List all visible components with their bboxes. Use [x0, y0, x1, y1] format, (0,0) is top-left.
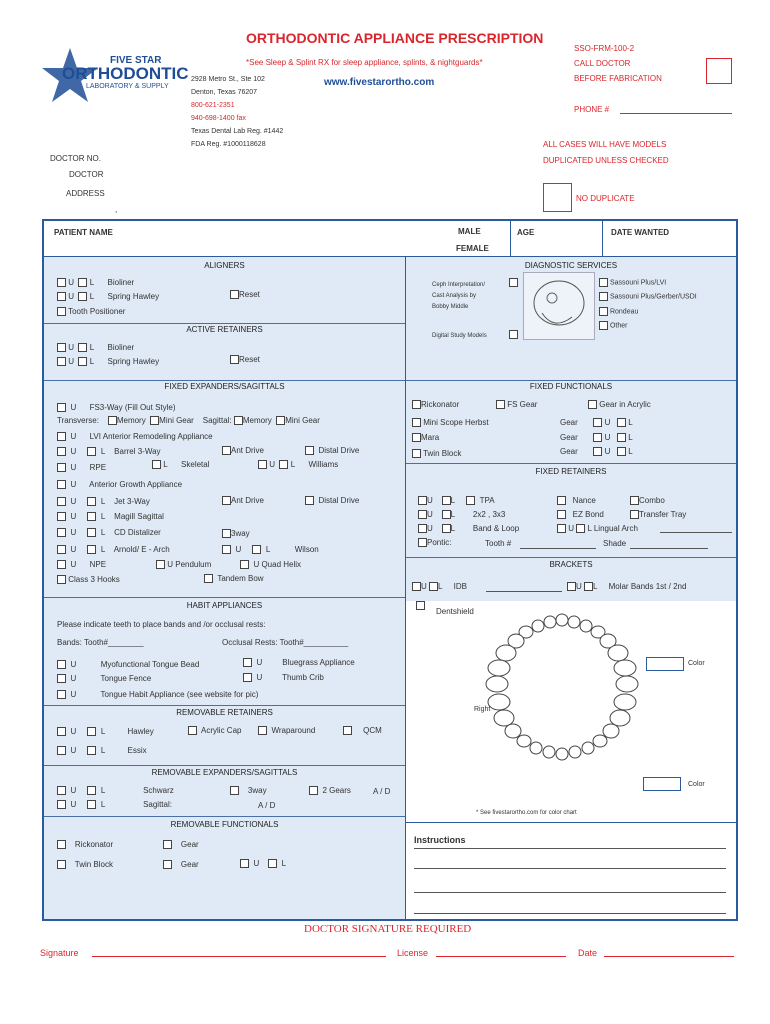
wraparound: Wraparound	[258, 726, 315, 735]
color-label-1: Color	[688, 660, 705, 667]
instructions-line-1[interactable]	[414, 848, 726, 849]
address-label: ADDRESS	[66, 189, 105, 198]
jet-row: U L Jet 3-Way	[57, 497, 150, 506]
ad-label-2: A / D	[258, 801, 276, 810]
logo-sub: LABORATORY & SUPPLY	[86, 83, 169, 90]
aligners-row-1: U L Bioliner	[57, 278, 134, 287]
tooth-num: Tooth #	[485, 539, 512, 548]
rpe-skeletal: L Skeletal	[152, 460, 210, 469]
tooth-positioner: Tooth Positioner	[57, 307, 125, 316]
schwarz-row: U L Schwarz	[57, 786, 174, 795]
instructions-line-4[interactable]	[414, 913, 726, 914]
brackets-header: BRACKETS	[549, 560, 593, 569]
essix-row: U L Essix	[57, 746, 147, 755]
transfer-tray: Transfer Tray	[630, 510, 686, 519]
lab-address: 2928 Metro St., Ste 102 Denton, Texas 76207 800-621-2351 940-698-1400 fax Texas Dental Lab Reg. #1442 FDA Reg. #1000118628	[191, 76, 284, 148]
combo: Combo	[630, 496, 665, 505]
dental-arch-icon[interactable]	[480, 610, 645, 762]
before-fab: BEFORE FABRICATION	[574, 74, 662, 83]
doctor-no-label: DOCTOR NO.	[50, 154, 101, 163]
wilson-row: U L Wilson	[222, 545, 319, 554]
diagnostic-header: DIAGNOSTIC SERVICES	[524, 261, 618, 270]
idb-row: U L IDB	[412, 582, 467, 591]
sass1-row: Sassouni Plus/LVI	[599, 278, 666, 287]
license-label: License	[397, 948, 429, 958]
no-duplicate-checkbox[interactable]	[543, 183, 572, 212]
rpe-williams: U L Williams	[258, 460, 338, 469]
call-doctor-checkbox[interactable]	[706, 58, 732, 84]
skull-icon	[524, 273, 594, 339]
jet-distal: Distal Drive	[305, 496, 359, 505]
rickonator-rem: Rickonator	[57, 840, 113, 849]
twin-block-fixed: Twin Block	[412, 449, 461, 458]
class3-hooks: Class 3 Hooks	[57, 575, 120, 584]
bluegrass-row: U Bluegrass Appliance	[243, 658, 355, 667]
address-comma: ,	[115, 205, 118, 214]
call-doctor: CALL DOCTOR	[574, 59, 631, 68]
thumb-row: U Thumb Crib	[243, 673, 324, 682]
form-title: ORTHODONTIC APPLIANCE PRESCRIPTION	[246, 30, 544, 46]
occlusal-field[interactable]: Occlusal Rests: Tooth#__________	[222, 638, 349, 647]
fixed-expanders-header: FIXED EXPANDERS/SAGITTALS	[164, 382, 285, 391]
website[interactable]: www.fivestarortho.com	[324, 77, 435, 88]
gear-row-2: Gear U L	[560, 433, 633, 442]
two-gears: 2 Gears	[309, 786, 351, 795]
active-retainers-header: ACTIVE RETAINERS	[186, 325, 263, 334]
magill-row: U L Magill Sagittal	[57, 512, 164, 521]
qcm: QCM	[343, 726, 382, 735]
transverse-row: Transverse: Memory Mini Gear Sagittal: Memory Mini Gear	[57, 416, 320, 425]
ceph-text: Ceph Interpretation/ Cast Analysis by Bobby Middle	[432, 282, 486, 310]
date-line[interactable]	[604, 956, 734, 957]
x23-row: U L 2x2 , 3x3	[418, 510, 505, 519]
doctor-label: DOCTOR	[69, 170, 104, 179]
instructions-line-2[interactable]	[414, 868, 726, 869]
tandem-bow: Tandem Bow	[204, 574, 264, 583]
color-label-2: Color	[688, 781, 705, 788]
removable-func-header: REMOVABLE FUNCTIONALS	[170, 820, 279, 829]
pontic-row: Pontic:	[418, 538, 451, 547]
rpe-row: U RPE	[57, 463, 106, 472]
tpa-row: U L TPA	[418, 496, 495, 505]
ceph-checkbox[interactable]	[509, 278, 518, 287]
female-option[interactable]: FEMALE	[456, 244, 489, 253]
twin-block-rem: Twin Block	[57, 860, 113, 869]
date-label: Date	[578, 948, 598, 958]
tfence-row: U Tongue Fence	[57, 674, 151, 683]
mara: Mara	[412, 433, 439, 442]
date-wanted-label: DATE WANTED	[611, 228, 670, 237]
gear-rem-2: Gear	[163, 860, 199, 869]
pendulum: U Pendulum	[156, 560, 211, 569]
arnold-row: U L Arnold/ E - Arch	[57, 545, 170, 554]
gear-row-1: Gear U L	[560, 418, 633, 427]
acrylic-cap: Acrylic Cap	[188, 726, 241, 735]
lvi-row: U LVI Anterior Remodeling Appliance	[57, 432, 213, 441]
no-duplicate-label: NO DUPLICATE	[576, 194, 635, 203]
nance: Nance	[557, 496, 596, 505]
phone-line[interactable]	[620, 113, 732, 114]
active-row-2: U L Spring Hawley	[57, 357, 159, 366]
fs-gear: FS Gear	[496, 400, 537, 409]
gear-acrylic: Gear in Acrylic	[588, 400, 651, 409]
jet-ant: Ant Drive	[222, 496, 264, 505]
barrel-row: U L Barrel 3-Way	[57, 447, 161, 456]
aligners-row-2: U L Spring Hawley	[57, 292, 159, 301]
color-box-2[interactable]	[643, 777, 681, 791]
logo-main: ORTHODONTIC	[62, 64, 189, 83]
ezbond: EZ Bond	[557, 510, 604, 519]
fixed-functionals-header: FIXED FUNCTIONALS	[529, 382, 613, 391]
color-box-1[interactable]	[646, 657, 684, 671]
sass2-row: Sassouni Plus/Gerber/USDI	[599, 292, 697, 301]
patient-row	[44, 221, 736, 257]
lingual-arch: U L Lingual Arch	[557, 524, 638, 533]
instructions-line-3[interactable]	[414, 892, 726, 893]
models-note-2: DUPLICATED UNLESS CHECKED	[543, 156, 669, 165]
fixed-retainers-header: FIXED RETAINERS	[535, 467, 607, 476]
gear-rem-ul: U L	[240, 859, 286, 868]
right-label: Right	[474, 706, 491, 713]
instructions-label: Instructions	[414, 835, 466, 845]
npe-row: U NPE	[57, 560, 106, 569]
barrel-distal: Distal Drive	[305, 446, 359, 455]
removable-exp-header: REMOVABLE EXPANDERS/SAGITTALS	[151, 768, 298, 777]
ad-label-1: A / D	[373, 787, 391, 796]
patient-name-label: PATIENT NAME	[54, 228, 113, 237]
habit-header: HABIT APPLIANCES	[186, 601, 263, 610]
logo	[40, 38, 189, 136]
aligners-reset: Reset	[230, 290, 260, 299]
sagittal-row: U L Sagittal:	[57, 800, 172, 809]
fs3-way: U FS3-Way (Fill Out Style)	[57, 403, 176, 412]
signature-line[interactable]	[92, 956, 386, 957]
myo-row: U Myofunctional Tongue Bead	[57, 660, 199, 669]
hawley-row: U L Hawley	[57, 727, 154, 736]
molar-row: U L Molar Bands 1st / 2nd	[567, 582, 686, 591]
cd-row: U L CD Distalizer	[57, 528, 161, 537]
signature-label: Signature	[40, 948, 79, 958]
sleep-note: *See Sleep & Splint RX for sleep appliance, splints, & nightguards*	[246, 58, 483, 67]
logo-top: FIVE STAR	[110, 55, 162, 66]
shade-label: Shade	[603, 539, 627, 548]
models-note-1: ALL CASES WILL HAVE MODELS	[543, 140, 667, 149]
aligners-header: ALIGNERS	[204, 261, 245, 270]
dentshield: Dentshield	[416, 601, 454, 619]
age-label: AGE	[517, 228, 535, 237]
agp-row: U Anterior Growth Appliance	[57, 480, 182, 489]
rickonator-fixed: Rickonator	[412, 400, 459, 409]
habit-note: Please indicate teeth to place bands and /or occlusal rests:	[57, 620, 266, 629]
digital-checkbox[interactable]	[509, 330, 518, 339]
removable-header: REMOVABLE RETAINERS	[176, 708, 273, 717]
gear-rem-1: Gear	[163, 840, 199, 849]
male-option[interactable]: MALE	[458, 227, 481, 236]
active-row-1: U L Bioliner	[57, 343, 134, 352]
bandloop-row: U L Band & Loop	[418, 524, 519, 533]
cd-3way: 3way	[222, 529, 250, 538]
mini-herbst: Mini Scope Herbst	[412, 418, 489, 427]
active-reset: Reset	[230, 355, 260, 364]
signature-required: DOCTOR SIGNATURE REQUIRED	[304, 923, 472, 935]
phone-label: PHONE #	[574, 105, 610, 114]
license-line[interactable]	[436, 956, 566, 957]
skull-image	[523, 272, 595, 340]
thabit-row: U Tongue Habit Appliance (see website for pic)	[57, 690, 258, 699]
gear-row-3: Gear U L	[560, 447, 633, 456]
color-note: * See fivestarortho.com for color chart	[476, 810, 577, 816]
quad-helix: U Quad Helix	[240, 560, 301, 569]
bands-field[interactable]: Bands: Tooth#________	[57, 638, 144, 647]
other-row: Other	[599, 321, 627, 330]
rondeau-row: Rondeau	[599, 307, 638, 316]
barrel-ant: Ant Drive	[222, 446, 264, 455]
schwarz-3way: 3way	[230, 786, 267, 795]
digital-models: Digital Study Models	[432, 333, 487, 339]
form-id: SSO-FRM-100-2	[574, 44, 635, 53]
